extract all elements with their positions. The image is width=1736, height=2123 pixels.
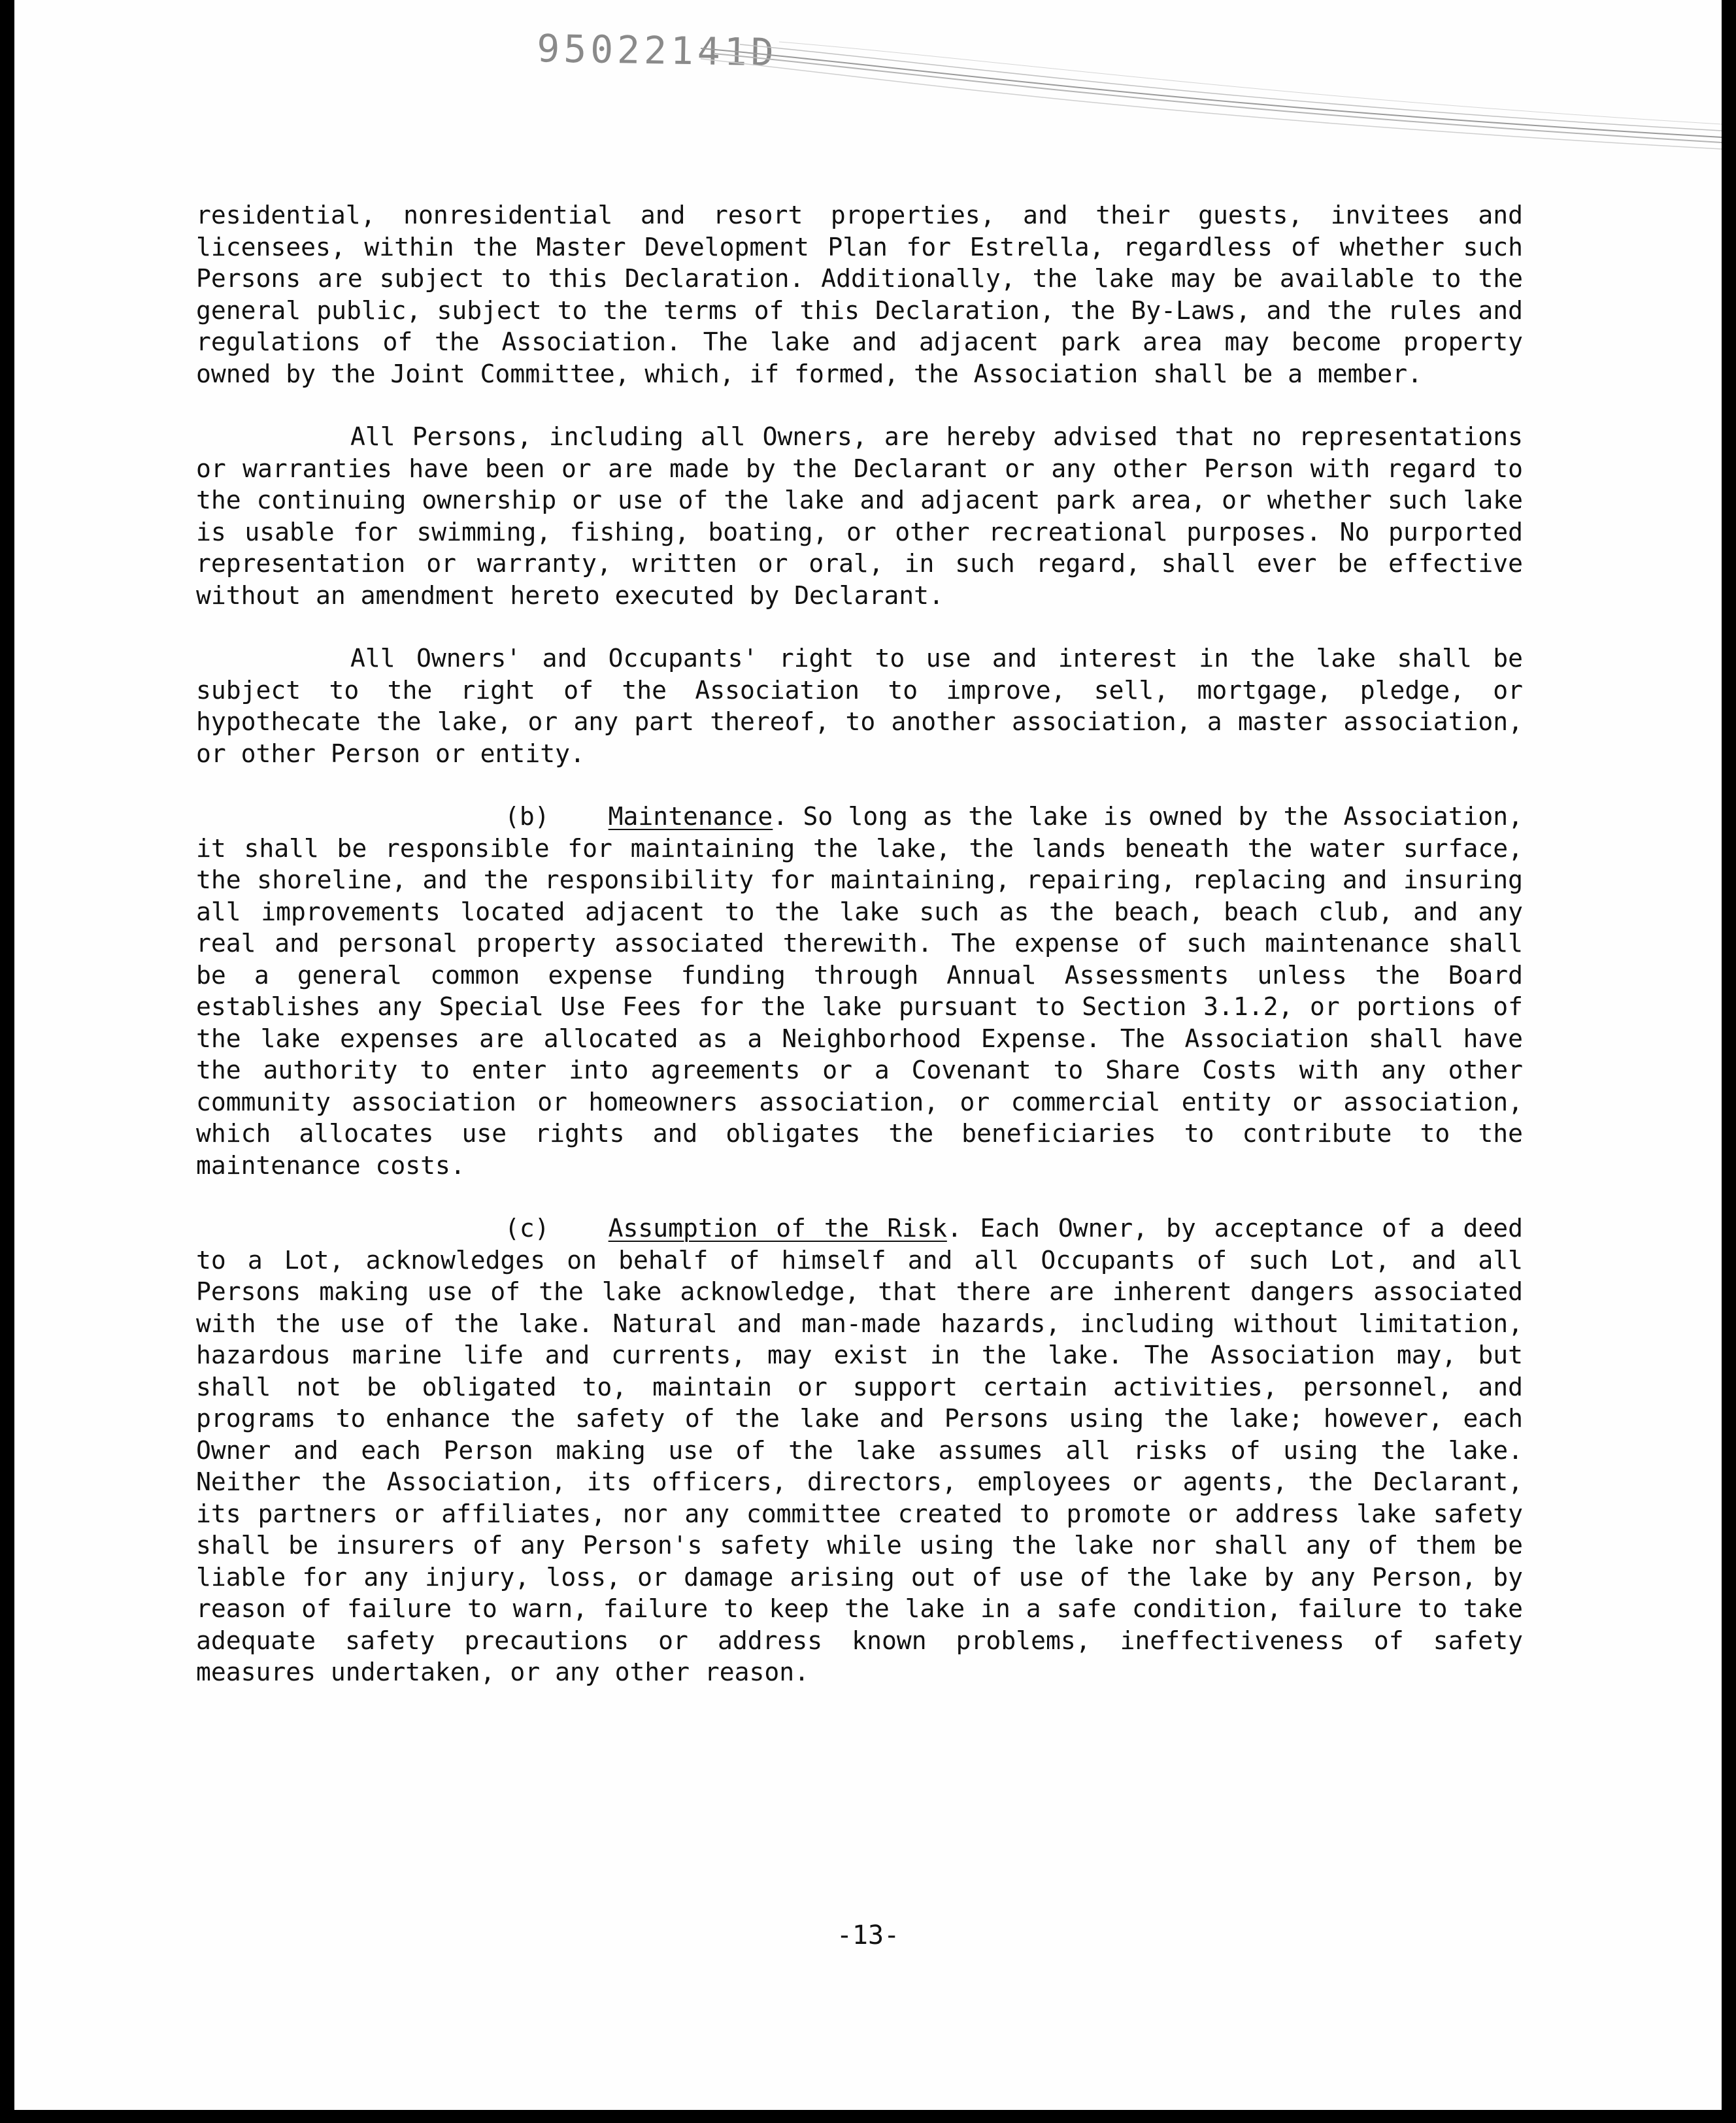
section-text-maintenance: . So long as the lake is owned by the Association, it shall be responsible for maintaining the lake, the lands beneath the water surface, the shoreline, and the responsibility for maintaining, repairing, replacing and insuring all improvements located adjacent to the lake such as the beach, beach club, and any real and personal property associated therewith. The expense of such maintenance shall be a general common expense funding through Annual Assessments unless the Board establishes any Special Use Fees for the lake pursuant to Section 3.1.2, or portions of the lake expenses are allocated as a Neighborhood Expense. The Association shall have the authority to enter into agreements or a Covenant to Share Costs with any other community association or homeowners association, or commercial entity or association, which allocates use rights and obligates the beneficiaries to contribute to the maintenance costs. <box>196 802 1523 1180</box>
document-page <box>14 0 1722 2110</box>
section-text-assumption-of-risk: . Each Owner, by acceptance of a deed to a Lot, acknowledges on behalf of himself and all Occupants of such Lot, and all Persons making use of the lake acknowledge, that there are inherent dangers associated with the use of the lake. Natural and man-made hazards, including without limitation, hazardous marine life and currents, may exist in the lake. The Association may, but shall not be obligated to, maintain or support certain activities, personnel, and programs to enhance the safety of the lake and Persons using the lake; however, each Owner and each Person making use of the lake assumes all risks of using the lake. Neither the Association, its officers, directors, employees or agents, the Declarant, its partners or affiliates, nor any committee created to promote or address lake safety shall be insurers of any Person's safety while using the lake nor shall any of them be liable for any injury, loss, or damage arising out of use of the lake by any Person, by reason of failure to warn, failure to keep the lake in a safe condition, failure to take adequate safety precautions or address known problems, ineffectiveness of safety measures undertaken, or any other reason. <box>196 1214 1523 1686</box>
paragraph-continuation: residential, nonresidential and resort properties, and their guests, invitees and licensees, within the Master Development Plan for Estrella, regardless of whether such Persons are subject to this Declaration. Additionally, the lake may be available to the general public, subject to the terms of this Declaration, the By-Laws, and the rules and regulations of the Association. The lake and adjacent park area may become property owned by the Joint Committee, which, if formed, the Association shall be a member. <box>196 201 1523 388</box>
document-body <box>196 199 1523 1720</box>
section-assumption-of-risk <box>196 1212 1523 1688</box>
scan-streak-artifact <box>701 39 1722 157</box>
paragraph-owner-rights: All Owners' and Occupants' right to use and interest in the lake shall be subject to the right of the Association to improve, sell, mortgage, pledge, or hypothecate the lake, or any part thereof, to another association, a master association, or other Person or entity. <box>196 644 1523 768</box>
section-label: (b) <box>505 802 550 831</box>
section-label: (c) <box>505 1214 550 1243</box>
section-heading-maintenance: Maintenance <box>608 802 773 831</box>
section-maintenance <box>196 801 1523 1181</box>
section-heading-assumption-of-risk: Assumption of the Risk <box>608 1214 947 1243</box>
document-stamp-number: 95022141D <box>536 26 778 75</box>
paragraph-no-representations: All Persons, including all Owners, are hereby advised that no representations or warranties have been or are made by the Declarant or any other Person with regard to the continuing ownership or use of the lake and adjacent park area, or whether such lake is usable for swimming, fishing, boating, or other recreational purposes. No purported representation or warranty, written or oral, in such regard, shall ever be effective without an amendment hereto executed by Declarant. <box>196 422 1523 610</box>
page-number: -13- <box>836 1920 900 1950</box>
